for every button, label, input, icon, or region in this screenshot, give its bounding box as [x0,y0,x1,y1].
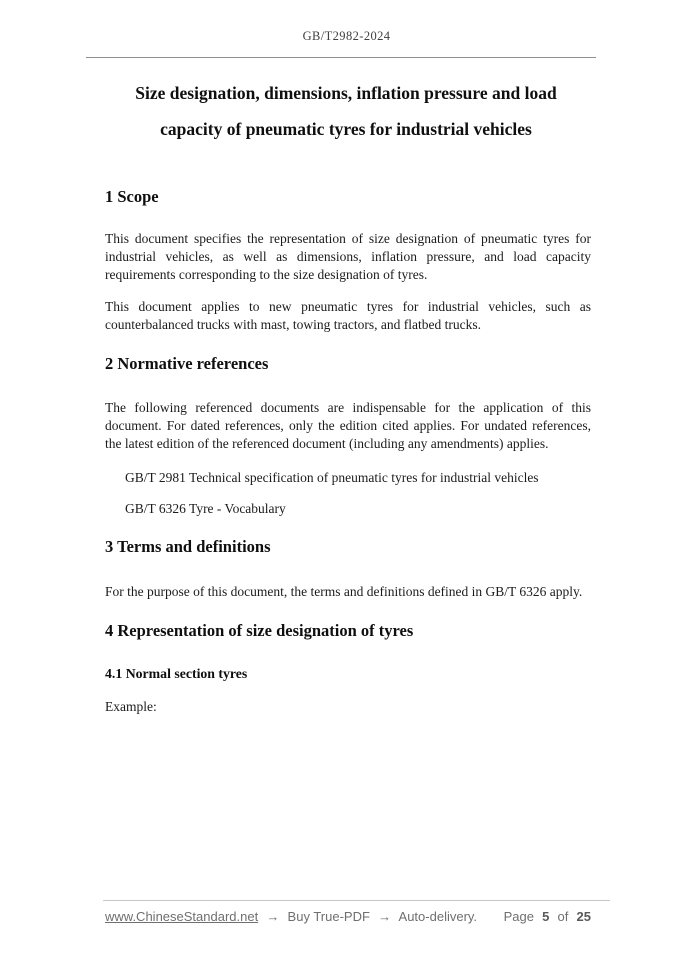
normative-reference-2: GB/T 6326 Tyre - Vocabulary [125,501,286,516]
footer-delivery-info [105,909,482,924]
arrow-right-icon: → [266,909,280,924]
terms-paragraph-1: For the purpose of this document, the terms and definitions defined in GB/T 6326 apply. [105,584,583,599]
normative-paragraph-1: The following referenced documents are indispensable for the application of this document. For dated references, only the edition cited applies. For undated references, the latest edition of the referenced document (including any amendments) applies. [105,400,591,451]
page-indicator [499,909,591,924]
subsection-heading-normal-section-tyres: 4.1 Normal section tyres [105,666,248,681]
scope-paragraph-2: This document applies to new pneumatic tyres for industrial vehicles, such as counterbalanced trucks with mast, towing tractors, and flatbed trucks. [105,299,591,332]
footer-delivery-text: Auto-delivery. [398,909,478,924]
scope-paragraph-1: This document specifies the representation of size designation of pneumatic tyres for industrial vehicles, as well as dimensions, inflation pressure, and load capacity requirements corresponding to the size designation of tyres. [105,231,591,282]
arrow-right-icon: → [378,909,392,924]
page-of-label: of [557,909,569,924]
header-divider [86,57,596,58]
page-total-number: 25 [576,909,591,924]
document-title-line2: capacity of pneumatic tyres for industrial vehicles [160,119,532,139]
page-current-number: 5 [542,909,550,924]
section-heading-representation: 4 Representation of size designation of tyres [105,621,414,640]
footer-site-link[interactable]: www.ChineseStandard.net [105,909,259,924]
footer-divider [103,900,610,901]
page-label: Page [503,909,534,924]
footer-buy-text: Buy True-PDF [287,909,370,924]
document-title-line1: Size designation, dimensions, inflation pressure and load [135,83,557,103]
document-title [96,75,596,147]
header-doc-number: GB/T2982-2024 [302,29,391,43]
normative-reference-1: GB/T 2981 Technical specification of pneumatic tyres for industrial vehicles [125,470,539,485]
section-heading-scope: 1 Scope [105,187,159,206]
example-label: Example: [105,699,157,714]
page-footer [105,909,591,924]
section-heading-terms-definitions: 3 Terms and definitions [105,537,271,556]
section-heading-normative-references: 2 Normative references [105,354,269,373]
